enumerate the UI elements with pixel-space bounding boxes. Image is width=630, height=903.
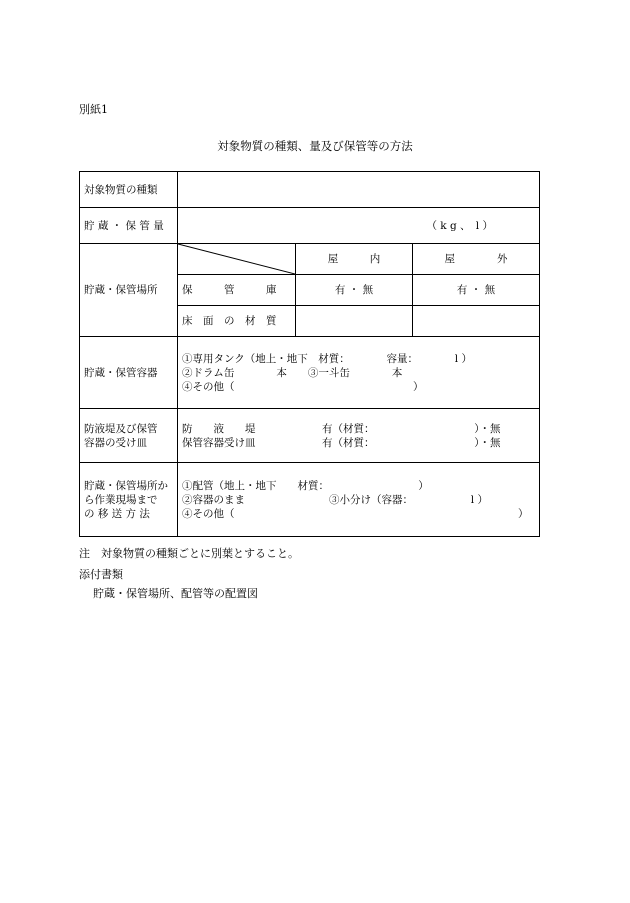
container-option-other: ④その他（ ） — [182, 380, 424, 393]
floor-material-outdoor-value[interactable] — [413, 306, 540, 337]
footnote: 注 対象物質の種類ごとに別葉とすること。 — [79, 547, 299, 560]
storage-container-label: 貯蔵・保管容器 — [80, 337, 178, 409]
dike-item-value: 有（材質： ）・無 — [322, 422, 501, 435]
tray-item — [182, 436, 535, 450]
transfer-label-line1: 貯蔵・保管場所か — [84, 479, 168, 492]
form-number-label: 別紙1 — [79, 103, 108, 116]
row-transfer-method — [80, 463, 540, 537]
diagonal-line — [178, 244, 295, 274]
document-title: 対象物質の種類、量及び保管等の方法 — [217, 139, 413, 153]
dike-tray-label — [80, 409, 178, 463]
container-option-drum: ②ドラム缶 本 ③一斗缶 本 — [182, 366, 403, 379]
row-storage-location-header — [80, 244, 540, 275]
transfer-method-label — [80, 463, 178, 537]
tray-item-label: 保管容器受け皿 — [182, 436, 256, 449]
transfer-label-line3: の 移 送 方 法 — [84, 507, 150, 520]
transfer-option-other: ④その他（ ） — [182, 507, 529, 520]
dike-item-label: 防 液 堤 — [182, 422, 256, 435]
storehouse-indoor-value[interactable]: 有 ・ 無 — [296, 275, 413, 306]
storage-location-label: 貯蔵・保管場所 — [80, 244, 178, 337]
dike-tray-value[interactable] — [178, 409, 540, 463]
storage-method-table — [79, 171, 540, 537]
substance-type-label: 対象物質の種類 — [80, 172, 178, 208]
diagonal-header-cell — [178, 244, 296, 275]
row-substance-type — [80, 172, 540, 208]
storage-amount-unit[interactable]: （ k g 、 l ） — [178, 208, 540, 244]
attachments-title: 添付書類 — [79, 568, 123, 581]
storage-container-value[interactable] — [178, 337, 540, 409]
attachment-item: 貯蔵・保管場所、配管等の配置図 — [93, 587, 258, 600]
dike-tray-label-line2: 容器の受け皿 — [84, 436, 147, 449]
transfer-option-container: ②容器のまま ③小分け（容器： l ） — [182, 493, 488, 506]
storage-amount-label: 貯 蔵 ・ 保 管 量 — [80, 208, 178, 244]
substance-type-value[interactable] — [178, 172, 540, 208]
container-option-tank: ①専用タンク（地上・地下 材質： 容量： l ） — [182, 352, 472, 365]
row-storage-amount — [80, 208, 540, 244]
dike-tray-label-line1: 防液堤及び保管 — [84, 422, 158, 435]
row-storage-container — [80, 337, 540, 409]
transfer-label-line2: ら作業現場まで — [84, 493, 158, 506]
indoor-column-header: 屋 内 — [296, 244, 413, 275]
row-dike-tray — [80, 409, 540, 463]
outdoor-column-header: 屋 外 — [413, 244, 540, 275]
storehouse-label: 保 管 庫 — [178, 275, 296, 306]
floor-material-label: 床 面 の 材 質 — [178, 306, 296, 337]
floor-material-indoor-value[interactable] — [296, 306, 413, 337]
dike-item — [182, 422, 535, 436]
transfer-option-pipe: ①配管（地上・地下 材質： ） — [182, 479, 429, 492]
storehouse-outdoor-value[interactable]: 有 ・ 無 — [413, 275, 540, 306]
transfer-method-value[interactable] — [178, 463, 540, 537]
tray-item-value: 有（材質： ）・無 — [322, 436, 501, 449]
